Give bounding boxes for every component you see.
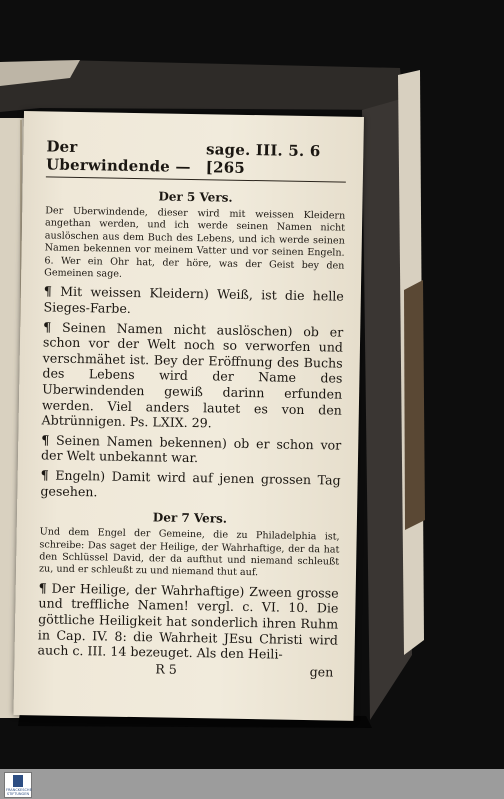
pilcrow-mark: ¶ — [41, 432, 50, 448]
verse-text: Der Uberwindende, dieser wird mit weissen Kleidern angethan werden, und ich werde seinen Namen nicht auslöschen aus dem Buch des Lebens, und ich werde seinen Namen bekennen vor meinem Vatter und vor seinen Engeln. 6. Wer ein Ohr hat, der höre, was der Geist bey den Gemeinen sage. — [44, 205, 346, 280]
verse-text: Und dem Engel der Gemeine, die zu Philadelphia ist, schreibe: Das saget der Heilige, der Wahrhaftige, der da hat den Schlüssel David, der da aufthut und niemand schleußt zu, und er schleußt zu und niemand thut auf. — [38, 526, 340, 579]
running-head — [46, 137, 347, 182]
commentary-paragraph — [41, 319, 343, 433]
verse-heading: Der 5 Vers. — [158, 189, 233, 205]
commentary-paragraph — [37, 580, 338, 663]
book-page — [13, 111, 363, 721]
viewer-footer-bar — [0, 769, 504, 799]
commentary-paragraph — [40, 467, 340, 503]
commentary-text: Seinen Namen nicht auslöschen) ob er schon vor der Welt noch so verworfen und verschmähet ist. Bey der Eröffnung des Buchs des Lebens wird der Name des Uberwindenden gewiß darinn erfunden werden. Viel anders lautet es von den Abtrünnigen. Ps. LXIX. 29. — [41, 319, 344, 431]
page-content — [37, 137, 346, 679]
logo-emblem-icon — [13, 775, 23, 787]
library-logo[interactable] — [4, 772, 32, 798]
running-head-title: Der Uberwindende — — [45, 137, 191, 176]
commentary-paragraph — [43, 284, 343, 320]
commentary-text: Seinen Namen bekennen) ob er schon vor der Welt unbekannt war. — [40, 432, 342, 466]
commentary-text: Der Heilige, der Wahrhaftige) Zween grosse und treffliche Namen! vergl. c. VI. 10. Die göttliche Heiligkeit hat sonderlich ihren Ruhm in Cap. IV. 8: die Wahrheit JEsu Christi wird auch c. III. 14 bezeuget. Als den Heili- — [37, 580, 339, 662]
commentary-block — [40, 284, 344, 504]
commentary-paragraph — [41, 432, 341, 468]
logo-text: FRANCKESCHE STIFTUNGEN — [6, 788, 32, 796]
pilcrow-mark: ¶ — [43, 319, 52, 335]
commentary-text: Mit weissen Kleidern) Weiß, ist die helle Sieges-Farbe. — [43, 284, 344, 316]
fore-edge-marbling — [404, 280, 425, 530]
pilcrow-mark: ¶ — [40, 467, 49, 483]
signature-mark: R 5 — [155, 661, 177, 677]
pilcrow-mark: ¶ — [38, 580, 47, 596]
catchword: gen — [309, 663, 334, 680]
commentary-block — [37, 580, 338, 663]
pilcrow-mark: ¶ — [43, 283, 53, 299]
running-head-page-ref: sage. III. 5. 6 [265 — [205, 140, 321, 177]
verse-heading: Der 7 Vers. — [152, 510, 228, 526]
commentary-text: Engeln) Damit wird auf jenen grossen Tag gesehen. — [40, 467, 341, 499]
